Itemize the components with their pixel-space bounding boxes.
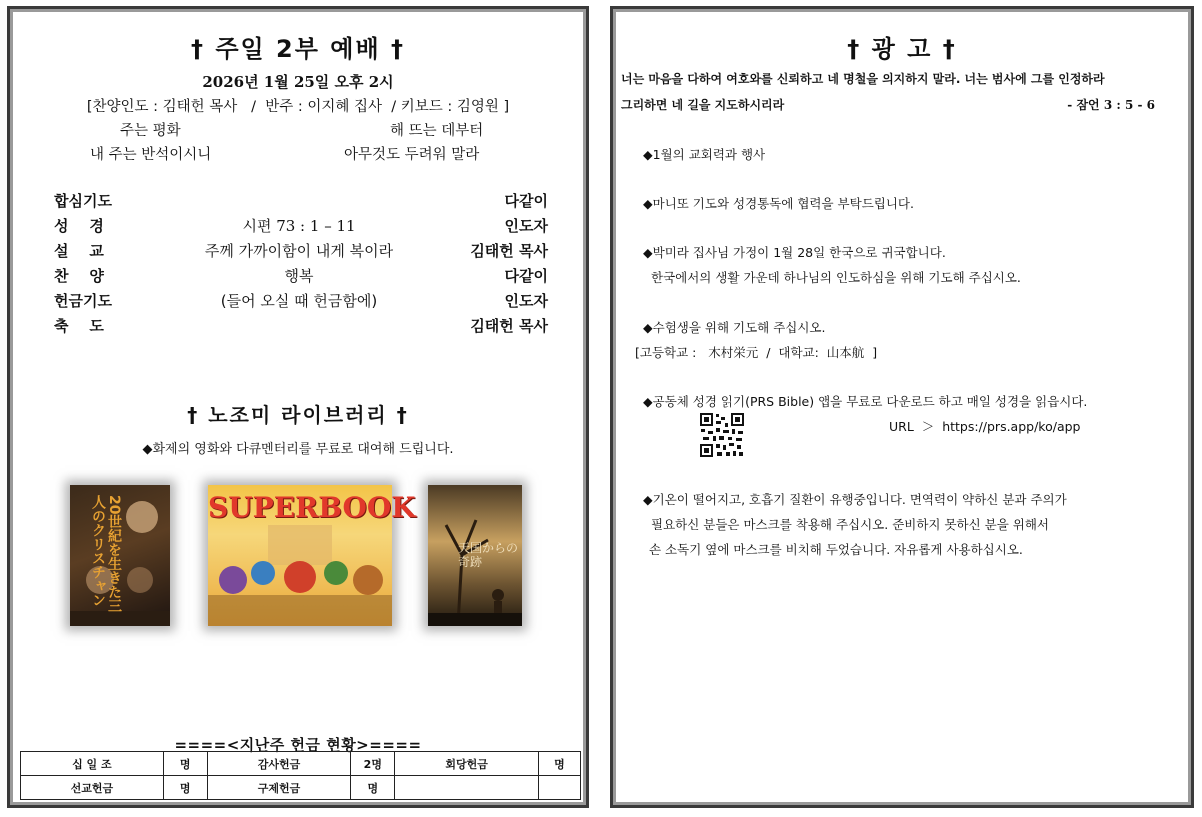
poster-3-title: 天国からの奇跡 [458,541,519,569]
offering-cell: 십 일 조 [21,752,164,776]
announcement-detail: 한국에서의 생활 가운데 하나님의 인도하심을 위해 기도해 주십시오. [651,270,1021,285]
qr-code-icon[interactable] [699,412,745,458]
worship-title: † 주일 2부 예배 † [190,35,406,63]
offering-cell [395,776,539,800]
service-date: 2026년 1월 25일 오후 2시 [202,73,394,91]
announcement-item: ◆박미라 집사님 가정이 1월 28일 한국으로 귀국합니다. [643,245,946,260]
table-row [21,752,581,776]
announcement-item: ◆기온이 떨어지고, 호흡기 질환이 유행중입니다. 면역력이 약하신 분과 주의가 [643,492,1067,507]
movie-poster-2[interactable] [208,485,416,626]
order-leader: 김태헌 목사 [470,317,548,335]
movie-poster-3[interactable] [428,485,522,626]
verse-reference: - 잠언 3 : 5 - 6 [1067,98,1155,112]
order-leader: 김태헌 목사 [470,242,548,260]
announcement-detail: 필요하신 분들은 마스크를 착용해 주십시오. 준비하지 못하신 분을 위해서 [651,517,1050,532]
order-content: 시편 73 : 1 – 11 [242,217,356,235]
order-label: 합심기도 [54,192,112,210]
table-row [21,776,581,800]
worship-order-panel [7,6,589,808]
order-row [54,215,548,239]
order-label: 찬 양 [54,267,104,285]
order-label: 설 교 [54,242,104,260]
announcements-title: † 광 고 † [847,35,957,63]
offering-title: ====<지난주 헌금 현황>==== [174,736,422,754]
order-row [54,240,548,264]
order-row [54,290,548,314]
song-2: 해 뜨는 데부터 [390,123,484,139]
library-title: † 노조미 라이브러리 † [187,403,409,427]
verse-line-1: 너는 마음을 다하여 여호와를 신뢰하고 네 명철을 의지하지 말라. 너는 범사에 그를 인정하라 [621,72,1105,86]
offering-cell: 명 [163,776,207,800]
announcement-item: ◆수험생을 위해 기도해 주십시오. [643,320,826,335]
order-label: 헌금기도 [54,292,112,310]
movie-poster-1[interactable] [70,485,170,626]
announcements-panel [610,6,1194,808]
order-leader: 인도자 [504,292,548,310]
poster-2-title: SUPERBOOK [208,491,416,524]
offering-cell: 명 [351,776,395,800]
order-content: (들어 오실 때 헌금함에) [220,292,378,310]
order-content: 주께 가까이함이 내게 복이라 [204,242,394,260]
offering-table [20,751,581,800]
offering-cell: 구제헌금 [207,776,351,800]
order-label: 축 도 [54,317,104,335]
song-1: 주는 평화 [120,123,181,139]
app-url-link[interactable]: URL ＞ https://prs.app/ko/app [889,419,1081,434]
order-label: 성 경 [54,217,104,235]
poster-1-title-text: 20世紀を生きた三人のクリスチャン [90,495,122,613]
order-row [54,265,548,289]
announcement-detail: 손 소독기 옆에 마스크를 비치해 두었습니다. 자유롭게 사용하십시오. [649,542,1023,557]
offering-cell [539,776,581,800]
offering-cell: 2명 [351,752,395,776]
verse-line-2: 그리하면 네 길을 지도하시리라 [621,98,785,112]
library-description: ◆화제의 영화와 다큐멘터리를 무료로 대여해 드립니다. [142,442,454,457]
order-leader: 인도자 [504,217,548,235]
service-roles: [찬양인도 : 김태헌 목사 / 반주 : 이지혜 집사 / 키보드 : 김영원 ] [86,99,510,115]
offering-cell: 명 [539,752,581,776]
order-leader: 다같이 [504,267,548,285]
order-content: 행복 [284,267,314,285]
order-row [54,190,548,214]
order-row [54,315,548,339]
offering-cell: 선교헌금 [21,776,164,800]
song-3: 내 주는 반석이시니 [90,147,212,163]
announcement-item: ◆공동체 성경 읽기(PRS Bible) 앱을 무료로 다운로드 하고 매일 성경을 읽읍시다. [643,394,1088,409]
announcement-item: ◆1월의 교회력과 행사 [643,147,766,162]
offering-cell: 감사헌금 [207,752,351,776]
offering-cell: 회당헌금 [395,752,539,776]
song-4: 아무것도 두려워 말라 [344,147,480,163]
poster-1-title [88,495,122,613]
order-leader: 다같이 [504,192,548,210]
exam-students: [고등학교 : 木村栄元 / 대학교: 山本航 ] [635,345,878,360]
announcement-item: ◆마니또 기도와 성경통독에 협력을 부탁드립니다. [643,196,914,211]
offering-cell: 명 [163,752,207,776]
